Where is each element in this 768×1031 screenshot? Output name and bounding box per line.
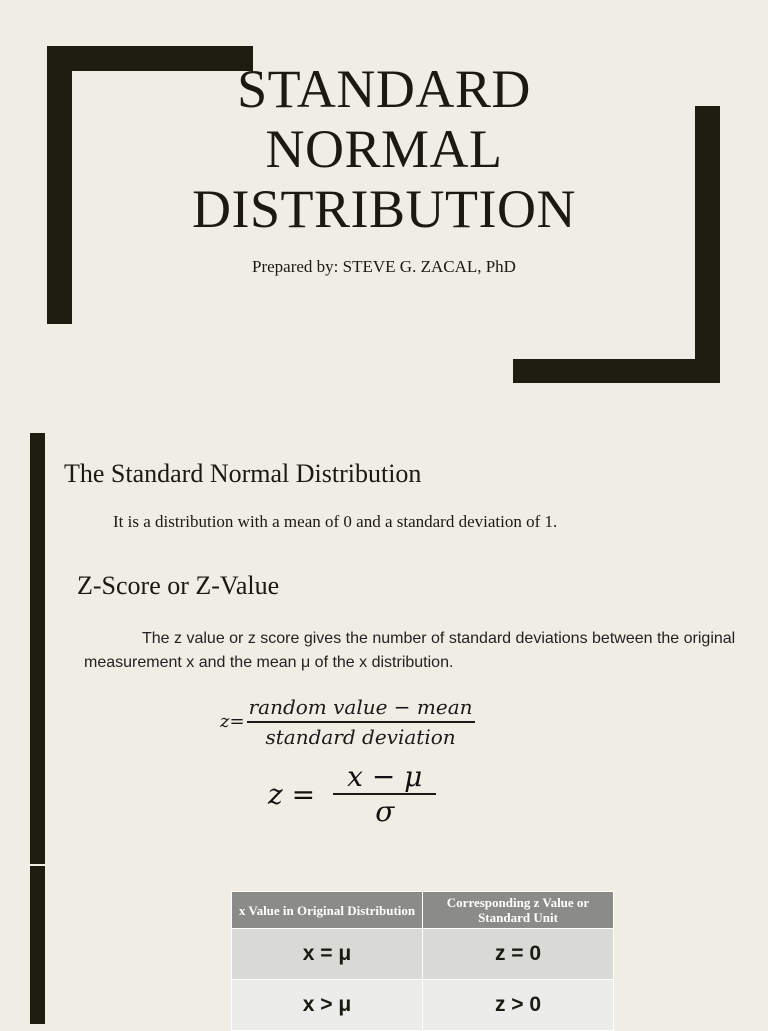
- formula-lhs: z=: [220, 711, 245, 733]
- paragraph-text: The z value or z score gives the number of standard deviations between the original measurement x and the mean μ of the x distribution.: [84, 630, 736, 671]
- table-header-row: [232, 892, 614, 929]
- formula-numerator: x − μ: [347, 760, 423, 793]
- formula-numerator: random value − mean: [248, 695, 473, 719]
- slide-title-line-1: STANDARD: [237, 59, 531, 119]
- left-accent-bar-gap: [30, 864, 45, 866]
- subsection-heading: Z-Score or Z-Value: [77, 571, 280, 600]
- slide-title-line-3: DISTRIBUTION: [192, 179, 576, 239]
- formula-fraction: [333, 760, 436, 828]
- z-formula-words: [220, 695, 475, 749]
- slide-subtitle: Prepared by: STEVE G. ZACAL, PhD: [252, 257, 516, 276]
- left-accent-bar: [30, 433, 45, 1024]
- table-cell: z = 0: [423, 929, 614, 980]
- z-value-table: [231, 891, 614, 1031]
- table-cell: x = μ: [232, 929, 423, 980]
- slide-title-line-2: NORMAL: [265, 119, 503, 179]
- table-header-cell: Corresponding z Value or Standard Unit: [423, 892, 614, 929]
- slide-divider: [0, 415, 768, 416]
- table-header-cell: x Value in Original Distribution: [232, 892, 423, 929]
- frame-bar-bottom-right-horizontal: [513, 359, 720, 383]
- table-cell: z > 0: [423, 980, 614, 1031]
- definition-text: It is a distribution with a mean of 0 and a standard deviation of 1.: [113, 512, 558, 531]
- formula-denominator: standard deviation: [265, 724, 456, 749]
- z-score-paragraph: [84, 627, 744, 675]
- formula-fraction: [247, 695, 475, 749]
- formula-denominator: σ: [375, 795, 395, 828]
- table-row: [232, 980, 614, 1031]
- table-row: [232, 929, 614, 980]
- table-cell: x > μ: [232, 980, 423, 1031]
- section-heading: The Standard Normal Distribution: [64, 459, 422, 488]
- z-formula-symbols: [268, 760, 436, 828]
- formula-lhs: z =: [268, 777, 316, 811]
